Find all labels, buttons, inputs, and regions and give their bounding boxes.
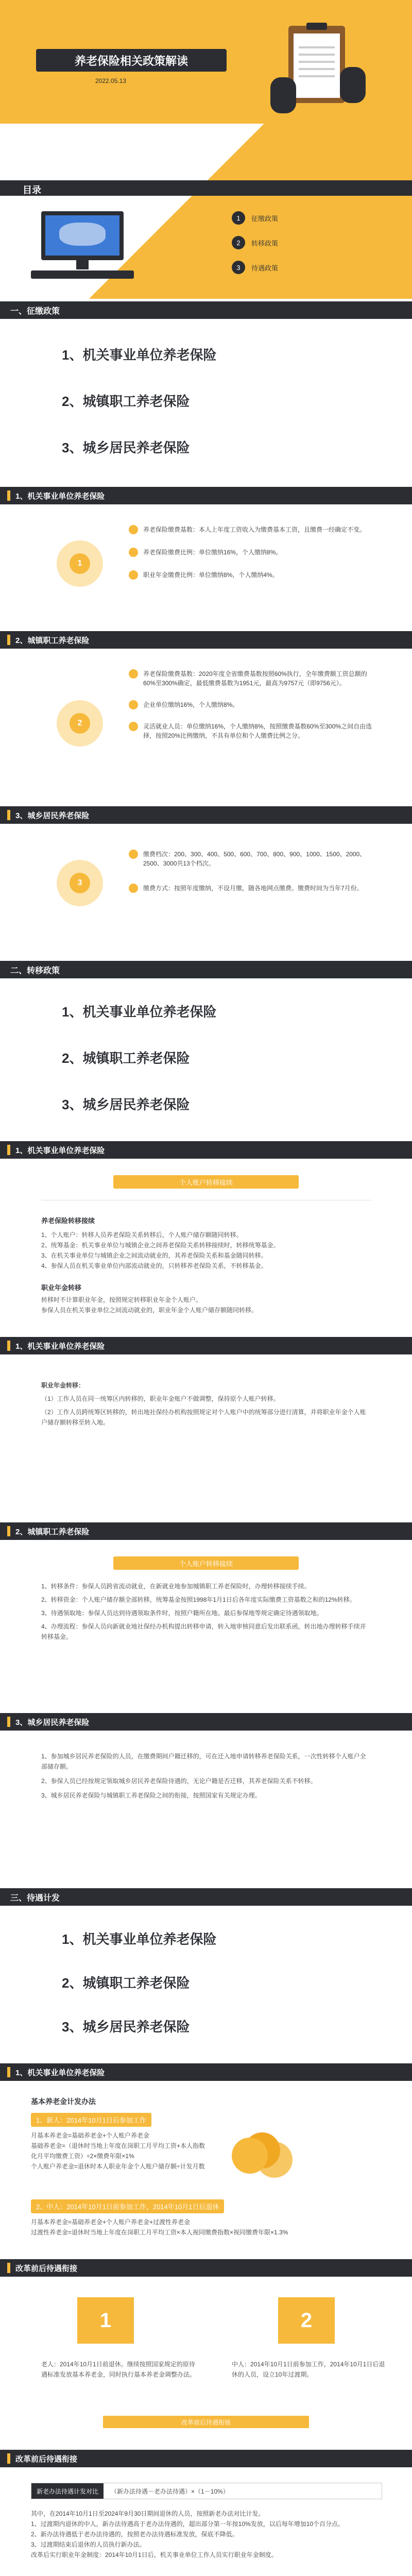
paragraph: 职业年金转移： [41, 1382, 85, 1389]
clipboard-clip [306, 23, 327, 30]
paragraph-group [41, 1581, 371, 1642]
subsection-2-3 [0, 1731, 412, 1885]
header-tag [7, 1145, 10, 1155]
header-title: 3、城乡居民养老保险 [15, 811, 90, 820]
coins-illustration [221, 2117, 294, 2179]
header-title: 1、机关事业单位养老保险 [15, 492, 105, 501]
header-tag [7, 1717, 10, 1727]
number-box-1 [77, 2297, 134, 2344]
keyboard [31, 270, 134, 279]
toc-num-3: 3 [232, 261, 245, 274]
bullet-text: 养老保险缴费基数：2020年度全省缴费基数按照60%执行，全年缴费额工资总额的60%至300%确定，最低缴费基数为1951元，最高为9757元（即9756元）。 [143, 670, 367, 687]
bullet-text: 缴费档次：200、300、400、500、600、700、800、900、1000、1500、2000、2500、3000共13个档次。 [143, 851, 366, 867]
paragraph-group [41, 1751, 371, 1801]
bullet-dot [129, 570, 138, 580]
paragraph-group [31, 2509, 381, 2560]
header-tag [7, 2067, 10, 2077]
divider-prefix: 三、 [10, 1893, 27, 1903]
badge-number: 3 [70, 873, 90, 893]
footer-band-text: 改革前后待遇衔接 [181, 2418, 231, 2426]
header-title: 改革前后待遇衔接 [15, 2264, 78, 2273]
header-tag [7, 2453, 10, 2464]
section-1-list [0, 319, 412, 484]
banner-text: 个人账户转移接续 [179, 1178, 233, 1187]
subsection-header [0, 631, 412, 649]
cover-title: 养老保险相关政策解读 [74, 54, 188, 67]
subsection-3-1 [0, 2081, 412, 2256]
list-item[interactable] [62, 391, 190, 410]
paragraph: 2、转移资金：个人账户储存额全部转移，统筹基金按照1998年1月1日后各年度实际缴费工资基数之和的12%转移。 [41, 1596, 356, 1603]
bullet-item [129, 548, 376, 557]
paragraph: （2）工作人员跨统筹区转移的，转出地社保经办机构按照规定对个人账户中的统筹部分进行清算，并将职业年金个人账户储存额转移至转入地。 [41, 1409, 366, 1426]
cover-date: 2022.05.13 [95, 77, 127, 84]
paragraph: 参保人员在机关事业单位之间流动就业的，职业年金个人账户储存额随同转移。 [41, 1307, 258, 1314]
list-item[interactable] [62, 1929, 216, 1948]
paper-lines [299, 46, 335, 48]
group2-title: 职业年金转移 [41, 1284, 82, 1292]
section-3-list [0, 1906, 412, 2060]
subsection-header [0, 806, 412, 824]
hand-right [340, 67, 366, 103]
bullet-item [129, 570, 376, 580]
header-title: 3、城乡居民养老保险 [15, 1718, 90, 1727]
list-item-label: 2、城镇职工养老保险 [62, 394, 190, 409]
toc-num-1: 1 [232, 211, 245, 225]
number-box-text: 1 [99, 2309, 112, 2332]
hand-left [270, 77, 296, 113]
monitor-stand [76, 260, 89, 269]
coin-stack [232, 2138, 268, 2174]
list-item-label: 2、城镇职工养老保险 [62, 1975, 190, 1991]
clipboard-illustration [268, 15, 371, 118]
header-title: 1、机关事业单位养老保险 [15, 1146, 105, 1155]
divider-title: 征缴政策 [27, 307, 60, 316]
paragraph-group [41, 1295, 371, 1315]
subsection-2-1b [0, 1354, 412, 1519]
paragraph: 3、过渡期结束后退休的人员执行新办法。 [31, 2541, 146, 2548]
divider-prefix: 二、 [10, 966, 27, 975]
paragraph: 3、城乡居民养老保险与城镇职工养老保险之间的衔接，按照国家有关规定办理。 [41, 1792, 261, 1799]
paragraph: 4、参保人员在机关事业单位内部流动就业的，只转移养老保险关系，不转移基金。 [41, 1262, 267, 1269]
header-title: 1、机关事业单位养老保险 [15, 1342, 105, 1351]
subsection-1-1 [0, 504, 412, 628]
cover-title-bar [36, 49, 227, 72]
card-text-1: 老人：2014年10月1日前退休。继续按照国家规定的原待遇标准发放基本养老金，同时执行基本养老金调整办法。 [41, 2361, 196, 2378]
formula-box [31, 2483, 382, 2499]
pill-label-1: 1、新人：2014年10月1日后参加工作 [31, 2113, 151, 2127]
header-tag [7, 810, 10, 820]
header-title: 1、机关事业单位养老保险 [15, 2068, 105, 2077]
badge-shape [57, 860, 103, 906]
toc-list [232, 211, 278, 274]
subsection-3-2 [0, 2277, 412, 2447]
paragraph: 2、统筹基金：机关事业单位与城镇企业之间养老保险关系转移接续时，转移统筹基金。 [41, 1242, 280, 1249]
subsection-header [0, 2259, 412, 2277]
world-map [59, 223, 106, 246]
list-item-label: 1、机关事业单位养老保险 [62, 1004, 217, 1020]
bullet-item [129, 850, 376, 868]
bullet-item [129, 700, 376, 709]
header-title: 2、城镇职工养老保险 [15, 1527, 90, 1536]
section-2-list [0, 978, 412, 1138]
header-tag [7, 490, 10, 501]
toc-item-3[interactable] [232, 261, 278, 274]
subsection-header [0, 2063, 412, 2081]
bullet-text: 养老保险缴费比例：单位缴纳16%，个人缴纳8%。 [143, 549, 282, 556]
subsection-header [0, 1522, 412, 1540]
paragraph: 1、参加城乡居民养老保险的人员，在缴费期间户籍迁移的，可在迁入地申请转移养老保险关系，一次性转移个人账户全部储存额。 [41, 1753, 366, 1770]
list-item-label: 1、机关事业单位养老保险 [62, 347, 217, 363]
toc-item-2[interactable] [232, 236, 278, 249]
list-item[interactable] [62, 345, 216, 364]
bullet-item [129, 669, 376, 688]
paragraph: 月基本养老金=基础养老金+个人账户养老金+过渡性养老金 [31, 2218, 191, 2226]
paragraph: 1、转移条件：参保人员跨省流动就业，在新就业地参加城镇职工养老保险时，办理转移接续手续。 [41, 1583, 311, 1590]
paragraph: 个人账户养老金=退休时本人职业年金个人账户储存额÷计发月数 [31, 2163, 205, 2170]
bullet-item [129, 722, 376, 740]
paragraph: 转移时不计算职业年金，按照规定转移职业年金个人账户。 [41, 1296, 202, 1303]
banner-text: 个人账户转移接续 [179, 1560, 233, 1568]
subsection-3-3 [0, 2467, 412, 2576]
list-item[interactable] [62, 1094, 190, 1113]
toc-label-1: 征缴政策 [251, 214, 279, 223]
banner [113, 1175, 299, 1189]
subsection-header [0, 487, 412, 504]
bullet-dot [129, 669, 138, 679]
toc-section [0, 124, 412, 299]
paragraph-group [31, 2130, 206, 2172]
subsection-header [0, 1337, 412, 1354]
paragraph: 改革后实行职业年金制度：2014年10月1日后，机关事业单位工作人员实行职业年金制度。 [31, 2551, 278, 2558]
list-item[interactable] [62, 2016, 190, 2036]
list-item[interactable] [62, 1048, 190, 1067]
divider-title: 待遇计发 [27, 1893, 60, 1903]
subtitle: 养老保险转移接续 [41, 1217, 95, 1225]
subsection-2-2 [0, 1540, 412, 1710]
header-title: 2、城镇职工养老保险 [15, 636, 90, 645]
cover-section [0, 0, 412, 124]
badge-shape [57, 540, 103, 587]
list-item-label: 3、城乡居民养老保险 [62, 440, 190, 455]
paragraph: 2、参保人员已经按规定领取城乡居民养老保险待遇的，无论户籍是否迁移，其养老保险关系不转移。 [41, 1777, 317, 1785]
bullet-dot [129, 850, 138, 859]
bullet-list [129, 525, 376, 580]
paragraph: 1、个人账户：转移人员养老保险关系转移后，个人账户储存额随同转移。 [41, 1231, 243, 1239]
bullet-text: 职业年金缴费比例：单位缴纳8%，个人缴纳4%。 [143, 571, 279, 579]
paragraph: 1、过渡期内退休的中人，新办法待遇高于老办法待遇的，超出部分第一年按10%发放，以后每年增加10个百分点。 [31, 2520, 345, 2528]
number-box-2 [278, 2297, 335, 2344]
pill-label-2: 2、中人：2014年10月1日前参加工作，2014年10月1日后退休 [31, 2199, 224, 2213]
bullet-text: 企业单位缴纳16%，个人缴纳8%。 [143, 701, 239, 708]
footer-band [103, 2416, 309, 2428]
paragraph: 其中，在2014年10月1日至2024年9月30日期间退休的人员，按照新老办法对比计发。 [31, 2510, 265, 2517]
paragraph: 2、新办法待遇低于老办法待遇的，按照老办法待遇标准发放，保底不降低。 [31, 2531, 238, 2538]
toc-heading-bar [0, 180, 412, 196]
bullet-dot [129, 722, 138, 731]
paragraph: 基础养老金=（退休时当地上年度在岗职工月平均工资+本人指数化月平均缴费工资）÷2×缴费年限×1% [31, 2142, 205, 2160]
toc-item-1[interactable] [232, 211, 278, 225]
paragraph: 过渡性养老金=退休时当地上年度在岗职工月平均工资×本人视同缴费指数×视同缴费年限×1.3% [31, 2229, 288, 2236]
subsection-1-3 [0, 824, 412, 958]
paragraph-group [31, 2217, 360, 2238]
header-title: 改革前后待遇衔接 [15, 2454, 78, 2464]
bullet-list [129, 850, 376, 893]
list-item[interactable] [62, 437, 190, 456]
badge-number: 2 [70, 713, 90, 734]
subsection-header [0, 2450, 412, 2467]
list-item-label: 3、城乡居民养老保险 [62, 2019, 190, 2035]
number-box-text: 2 [300, 2309, 313, 2332]
formula-text: （新办法待遇－老办法待遇）×（1－10%） [111, 2487, 229, 2495]
paragraph-group [41, 1380, 371, 1428]
paragraph: 3、在机关事业单位与城镇企业之间流动就业的，其养老保险关系和基金随同转移。 [41, 1252, 267, 1259]
paragraph: （1）工作人员在同一统筹区内转移的，职业年金账户不做调整，保持原个人账户转移。 [41, 1395, 280, 1402]
section-divider-3 [0, 1888, 412, 1906]
bullet-dot [129, 884, 138, 893]
toc-label-2: 转移政策 [251, 239, 279, 247]
subtitle: 基本养老金计发办法 [31, 2097, 96, 2106]
bullet-text: 灵活就业人员：单位缴纳16%，个人缴纳8%，按照缴费基数60%至300%之间自由选择，按照20%比例缴纳，不具有单位和个人缴费比例之分。 [143, 723, 372, 739]
computer-illustration [21, 206, 154, 283]
paragraph: 3、待遇领取地：参保人员达到待遇领取条件时，按照户籍所在地、最后参保地等规定确定待遇领取地。 [41, 1609, 323, 1617]
bullet-dot [129, 548, 138, 557]
header-tag [7, 1341, 10, 1351]
subsection-header [0, 1141, 412, 1159]
toc-num-2: 2 [232, 236, 245, 249]
divider-prefix: 一、 [10, 307, 27, 316]
formula-label: 新老办法待遇计发对比 [31, 2483, 104, 2499]
section-divider-2 [0, 961, 412, 978]
section-divider-1 [0, 301, 412, 319]
bullet-dot [129, 525, 138, 534]
header-tag [7, 635, 10, 645]
toc-label-3: 待遇政策 [251, 264, 279, 272]
subsection-header [0, 1713, 412, 1731]
bullet-dot [129, 700, 138, 709]
toc-heading: 目录 [23, 185, 41, 195]
list-item-label: 2、城镇职工养老保险 [62, 1050, 190, 1066]
list-item-label: 1、机关事业单位养老保险 [62, 1931, 217, 1947]
paragraph: 4、办理流程：参保人员向新就业地社保经办机构提出转移申请，转入地审核同意后发出联系函，转出地办理转移手续并转移基金。 [41, 1623, 366, 1640]
list-item[interactable] [62, 1973, 190, 1992]
bullet-item [129, 525, 376, 534]
list-item-label: 3、城乡居民养老保险 [62, 1097, 190, 1112]
clipboard-paper [294, 33, 340, 98]
subsection-2-1 [0, 1159, 412, 1334]
bullet-text: 缴费方式：按照年度缴纳，不设月缴，随各地网点缴费。缴费时间为当年7月份。 [143, 885, 363, 892]
paragraph-group [41, 1230, 371, 1271]
list-item[interactable] [62, 1002, 216, 1021]
subsection-1-2 [0, 649, 412, 803]
bullet-item [129, 884, 376, 893]
card-text-2: 中人：2014年10月1日前参加工作，2014年10月1日后退休的人员，设立10年过渡期。 [232, 2361, 385, 2378]
banner [113, 1556, 299, 1570]
header-tag [7, 2263, 10, 2273]
badge-number: 1 [70, 553, 90, 574]
paragraph: 月基本养老金=基础养老金+个人账户养老金 [31, 2132, 150, 2139]
badge-shape [57, 700, 103, 747]
bullet-list [129, 669, 376, 740]
header-tag [7, 1526, 10, 1536]
bullet-text: 养老保险缴费基数：本人上年度工资收入为缴费基本工资，且缴费一经确定不变。 [143, 526, 366, 533]
divider-title: 转移政策 [27, 966, 60, 975]
